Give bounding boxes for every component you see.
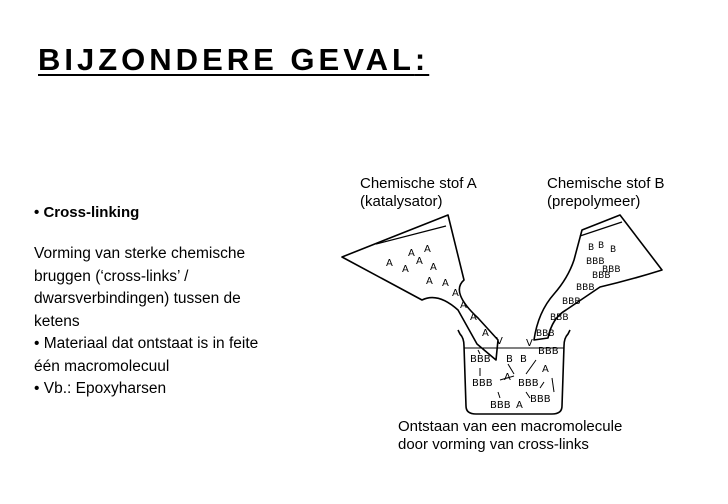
bullet-marker: • bbox=[34, 335, 40, 352]
paragraph-line: ketens bbox=[34, 312, 80, 330]
svg-text:BBB: BBB bbox=[518, 378, 539, 389]
svg-text:A: A bbox=[442, 278, 449, 289]
funnel-a-outline bbox=[342, 215, 498, 360]
svg-text:A: A bbox=[426, 276, 433, 287]
bullet-line: Materiaal dat ontstaat is in feite bbox=[43, 335, 259, 352]
beaker-outline bbox=[458, 330, 570, 414]
section-heading-text: Cross-linking bbox=[43, 204, 140, 221]
funnel-a-liquid-level bbox=[376, 226, 446, 244]
svg-text:BBB: BBB bbox=[602, 265, 621, 275]
body-text bbox=[34, 243, 309, 401]
svg-text:V: V bbox=[526, 338, 533, 349]
svg-text:A: A bbox=[452, 288, 459, 299]
substance-b-molecules bbox=[536, 241, 621, 339]
svg-text:BBB: BBB bbox=[470, 354, 491, 365]
svg-text:V: V bbox=[496, 336, 503, 347]
paragraph-line: dwarsverbindingen) tussen de bbox=[34, 290, 241, 307]
svg-text:BBB: BBB bbox=[562, 297, 581, 307]
svg-text:B: B bbox=[520, 354, 527, 365]
bullet-line: Vb.: Epoxyharsen bbox=[43, 380, 167, 397]
bullet-marker: • bbox=[34, 380, 40, 397]
svg-text:A: A bbox=[470, 312, 477, 323]
svg-text:BBB: BBB bbox=[586, 257, 605, 267]
svg-text:A: A bbox=[516, 400, 523, 411]
svg-text:BBB: BBB bbox=[576, 283, 595, 293]
bullet-item bbox=[34, 333, 309, 356]
bullet-line: één macromolecuul bbox=[34, 357, 170, 375]
svg-text:A: A bbox=[386, 258, 393, 269]
label-b-line2: (prepolymeer) bbox=[547, 193, 641, 210]
svg-text:A: A bbox=[430, 262, 437, 273]
svg-text:BBB: BBB bbox=[538, 346, 559, 357]
paragraph-line: bruggen (‘cross-links’ / bbox=[34, 267, 189, 285]
svg-text:A: A bbox=[408, 248, 415, 259]
slide-title-colon: : bbox=[414, 42, 430, 77]
svg-text:B: B bbox=[506, 354, 513, 365]
svg-text:B: B bbox=[598, 241, 605, 251]
label-b-line1: Chemische stof B bbox=[547, 175, 665, 192]
svg-text:B: B bbox=[588, 243, 595, 253]
bullet-marker: • bbox=[34, 204, 40, 221]
bullet-item bbox=[34, 378, 309, 401]
svg-text:BBB: BBB bbox=[592, 271, 611, 281]
svg-text:A: A bbox=[542, 364, 549, 375]
svg-text:B: B bbox=[610, 245, 617, 255]
svg-text:BBB: BBB bbox=[490, 400, 511, 411]
svg-text:A: A bbox=[416, 256, 423, 267]
svg-text:A: A bbox=[460, 300, 467, 311]
label-a-line2: (katalysator) bbox=[360, 193, 443, 210]
section-heading bbox=[34, 204, 139, 221]
paragraph-line: Vorming van sterke chemische bbox=[34, 245, 246, 262]
figure-caption bbox=[398, 418, 622, 454]
macromolecule-network bbox=[470, 336, 559, 411]
label-a-line1: Chemische stof A bbox=[360, 175, 477, 192]
svg-text:A: A bbox=[424, 244, 431, 255]
caption-line1: Ontstaan van een macromolecule bbox=[398, 418, 623, 435]
svg-text:BBB: BBB bbox=[550, 313, 569, 323]
svg-text:BBB: BBB bbox=[530, 394, 551, 405]
cross-linking-illustration bbox=[330, 160, 710, 420]
svg-text:BBB: BBB bbox=[536, 329, 555, 339]
svg-text:A: A bbox=[482, 328, 489, 339]
substance-a-molecules bbox=[386, 244, 489, 339]
caption-line2: door vorming van cross-links bbox=[398, 436, 589, 453]
slide-title-text: BIJZONDERE GEVAL bbox=[38, 42, 415, 77]
svg-text:A: A bbox=[402, 264, 409, 275]
svg-text:BBB: BBB bbox=[472, 378, 493, 389]
slide-title bbox=[38, 42, 429, 78]
svg-text:A: A bbox=[504, 372, 511, 383]
